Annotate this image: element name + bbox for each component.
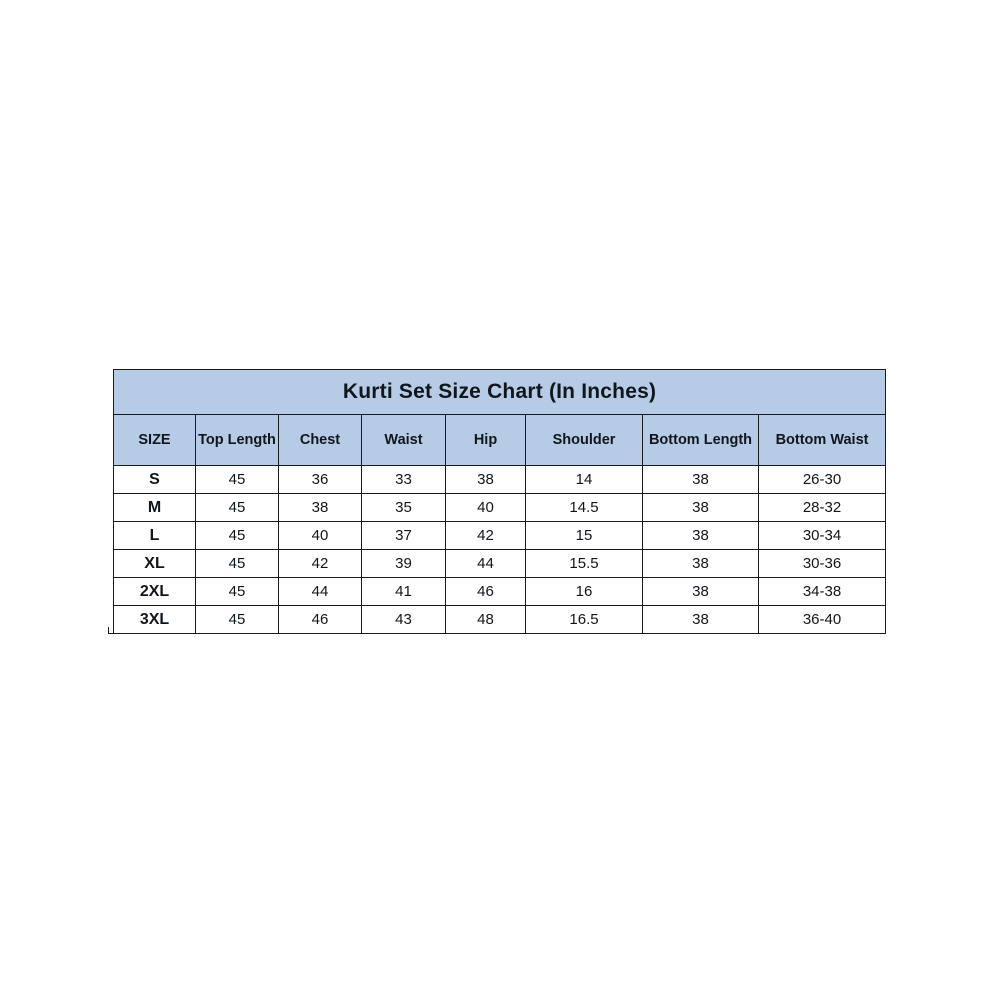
table-row [114, 466, 886, 494]
cell-bottom-length: 38 [643, 578, 759, 606]
cell-hip: 40 [446, 494, 526, 522]
cell-bottom-waist: 34-38 [759, 578, 886, 606]
column-header-hip: Hip [446, 415, 526, 466]
cell-bottom-waist: 36-40 [759, 606, 886, 634]
cell-size: M [114, 494, 196, 522]
cell-waist: 41 [362, 578, 446, 606]
cell-size: S [114, 466, 196, 494]
table-row [114, 550, 886, 578]
cell-chest: 46 [279, 606, 362, 634]
page-title: Kurti Set Size Chart (In Inches) [114, 370, 886, 415]
cell-bottom-length: 38 [643, 550, 759, 578]
cell-size: 2XL [114, 578, 196, 606]
table-title-row [114, 370, 886, 415]
cell-chest: 36 [279, 466, 362, 494]
table-row [114, 494, 886, 522]
cell-size: 3XL [114, 606, 196, 634]
cell-top-length: 45 [196, 466, 279, 494]
cell-waist: 39 [362, 550, 446, 578]
cell-bottom-waist: 28-32 [759, 494, 886, 522]
cell-waist: 37 [362, 522, 446, 550]
cell-bottom-waist: 26-30 [759, 466, 886, 494]
cell-bottom-length: 38 [643, 494, 759, 522]
cell-top-length: 45 [196, 606, 279, 634]
column-header-bottom-length: Bottom Length [643, 415, 759, 466]
table-header-row [114, 415, 886, 466]
cell-hip: 46 [446, 578, 526, 606]
cell-bottom-length: 38 [643, 466, 759, 494]
cell-bottom-length: 38 [643, 606, 759, 634]
cell-top-length: 45 [196, 578, 279, 606]
cell-shoulder: 14.5 [526, 494, 643, 522]
table-row [114, 522, 886, 550]
cell-hip: 48 [446, 606, 526, 634]
cell-top-length: 45 [196, 550, 279, 578]
cell-size: XL [114, 550, 196, 578]
column-header-bottom-waist: Bottom Waist [759, 415, 886, 466]
table-row [114, 606, 886, 634]
cell-bottom-waist: 30-34 [759, 522, 886, 550]
cell-shoulder: 15.5 [526, 550, 643, 578]
cell-shoulder: 15 [526, 522, 643, 550]
cell-shoulder: 16.5 [526, 606, 643, 634]
cell-hip: 38 [446, 466, 526, 494]
column-header-chest: Chest [279, 415, 362, 466]
column-header-size: SIZE [114, 415, 196, 466]
table-row [114, 578, 886, 606]
cell-bottom-waist: 30-36 [759, 550, 886, 578]
cell-hip: 42 [446, 522, 526, 550]
cell-chest: 40 [279, 522, 362, 550]
cell-shoulder: 14 [526, 466, 643, 494]
cell-waist: 43 [362, 606, 446, 634]
cell-size: L [114, 522, 196, 550]
cell-waist: 33 [362, 466, 446, 494]
cell-chest: 44 [279, 578, 362, 606]
cell-waist: 35 [362, 494, 446, 522]
cell-bottom-length: 38 [643, 522, 759, 550]
size-chart-table [113, 369, 886, 634]
cell-top-length: 45 [196, 522, 279, 550]
column-header-waist: Waist [362, 415, 446, 466]
size-chart-container [113, 369, 885, 634]
cell-shoulder: 16 [526, 578, 643, 606]
column-header-top-length: Top Length [196, 415, 279, 466]
corner-mark [108, 627, 115, 634]
column-header-shoulder: Shoulder [526, 415, 643, 466]
cell-chest: 38 [279, 494, 362, 522]
cell-chest: 42 [279, 550, 362, 578]
cell-hip: 44 [446, 550, 526, 578]
cell-top-length: 45 [196, 494, 279, 522]
